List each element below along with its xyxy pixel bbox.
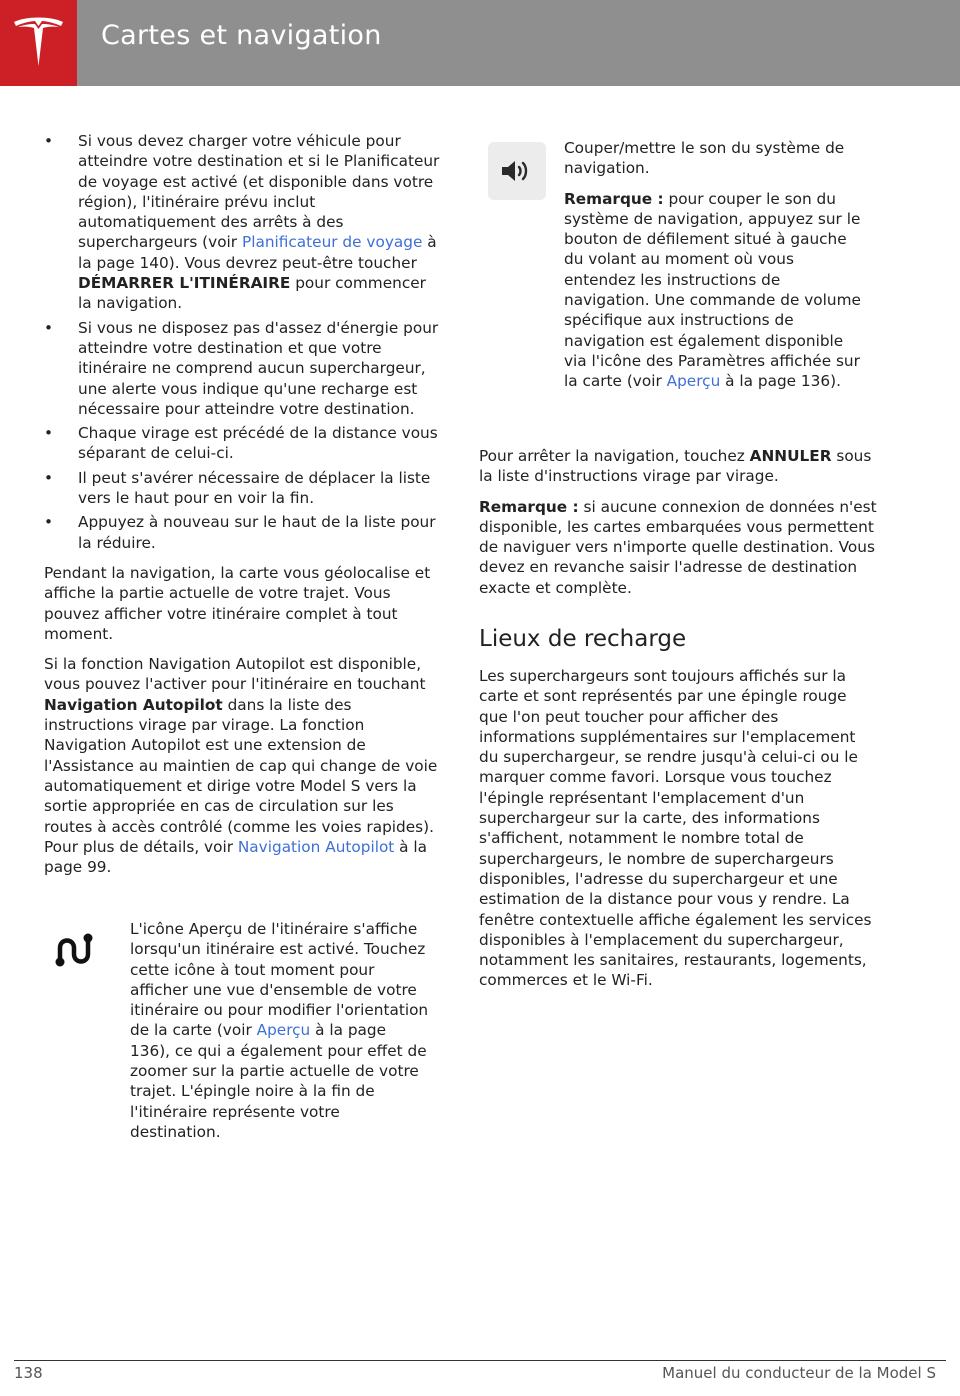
list-item: • Chaque virage est précédé de la distance vous séparant de celui-ci.	[44, 423, 444, 464]
link-navigation-autopilot[interactable]: Navigation Autopilot	[237, 837, 395, 856]
link-apercu-2[interactable]: Aperçu	[666, 372, 721, 391]
paragraph-stop: Pour arrêter la navigation, touchez ANNULER sous la liste d'instructions virage par virage.	[479, 447, 872, 486]
list-item: • Appuyez à nouveau sur le haut de la liste pour la réduire.	[44, 512, 444, 553]
list-item: • Si vous devez charger votre véhicule pour atteindre votre destination et si le Planificateur de voyage est activé (et disponible dans votre région), l'itinéraire prévu inclut automatiquement des arrêts à des superchargeurs (voir Planificateur de voyage à la page 140). Vous devrez peut-être toucher DÉMARRER L'ITINÉRAIRE pour commencer la navigation.	[44, 131, 444, 314]
paragraph-charging: Les superchargeurs sont toujours affichés sur la carte et sont représentés par une épingle rouge que l'on peut toucher pour afficher des informations supplémentaires sur l'emplacement du superchargeur, se rendre jusqu'à celui-ci ou le marquer comme favori. Lorsque vous touchez l'épingle représentant l'emplacement d'un superchargeur sur la carte, des informations s'affichent, notamment le nombre total de superchargeurs, le nombre de superchargeurs disponibles, l'adresse du superchargeur et une estimation de la distance pour vous y rendre. La fenêtre contextuelle affiche également les services disponibles à l'emplacement du superchargeur, notamment les sanitaires, restaurants, logements, commerces et le Wi-Fi.	[479, 667, 872, 990]
list-item: • Si vous ne disposez pas d'assez d'énergie pour atteindre votre destination et que votre itinéraire ne comprend aucun superchargeur, une alerte vous indique qu'une recharge est nécessaire pour atteindre votre destination.	[44, 318, 444, 419]
left-column	[44, 131, 444, 887]
note-offline: Remarque : si aucune connexion de données n'est disponible, les cartes embarquées vous permettent de naviguer vers n'importe quelle destination. Vous devez en revanche saisir l'adresse de destination exacte et complète.	[479, 497, 877, 597]
route-overview-text: L'icône Aperçu de l'itinéraire s'affiche lorsqu'un itinéraire est activé. Touchez cette icône à tout moment pour afficher une vue d'ensemble de votre itinéraire ou pour modifier l'orientation de la carte (voir Aperçu à la page 136), ce qui a également pour effet de zoomer sur la partie actuelle de votre trajet. L'épingle noire à la fin de l'itinéraire représente votre destination.	[130, 920, 429, 1141]
right-column	[479, 446, 879, 608]
page-title: Cartes et navigation	[101, 20, 382, 51]
list-item: • Il peut s'avérer nécessaire de déplacer la liste vers le haut pour en voir la fin.	[44, 468, 444, 509]
page-number: 138	[14, 1364, 43, 1382]
paragraph-navigation: Pendant la navigation, la carte vous géolocalise et affiche la partie actuelle de votre trajet. Vous pouvez afficher votre itinéraire complet à tout moment.	[44, 563, 431, 643]
link-apercu[interactable]: Aperçu	[256, 1021, 311, 1040]
paragraph-autopilot: Si la fonction Navigation Autopilot est disponible, vous pouvez l'activer pour l'itinéraire en touchant Navigation Autopilot dans la liste des instructions virage par virage. La fonction Navigation Autopilot est une extension de l'Assistance au maintien de cap qui change de voie automatiquement et dirige votre Model S vers la sortie appropriée en cas de circulation sur les routes à accès contrôlé (comme les voies rapides). Pour plus de détails, voir Navigation Autopilot à la page 99.	[44, 655, 438, 877]
route-overview-icon	[52, 928, 98, 974]
link-trip-planner[interactable]: Planificateur de voyage	[241, 233, 423, 252]
mute-note: Remarque : pour couper le son du système de navigation, appuyez sur le bouton de défilement situé à gauche du volant au moment où vous entendez les instructions de navigation. Une commande de volume spécifique aux instructions de navigation est également disponible via l'icône des Paramètres affichée sur la carte (voir Aperçu à la page 136).	[564, 189, 861, 391]
footer-divider	[14, 1360, 946, 1361]
mute-button[interactable]	[488, 142, 546, 200]
bullet-list	[44, 131, 444, 553]
tesla-logo	[0, 0, 77, 86]
footer-title: Manuel du conducteur de la Model S	[662, 1364, 936, 1382]
mute-description	[564, 138, 869, 402]
page-header	[0, 0, 960, 86]
section-title: Lieux de recharge	[479, 626, 687, 652]
mute-title: Couper/mettre le son du système de navigation.	[564, 139, 845, 178]
tesla-logo-icon	[12, 14, 65, 72]
speaker-icon	[500, 158, 534, 184]
